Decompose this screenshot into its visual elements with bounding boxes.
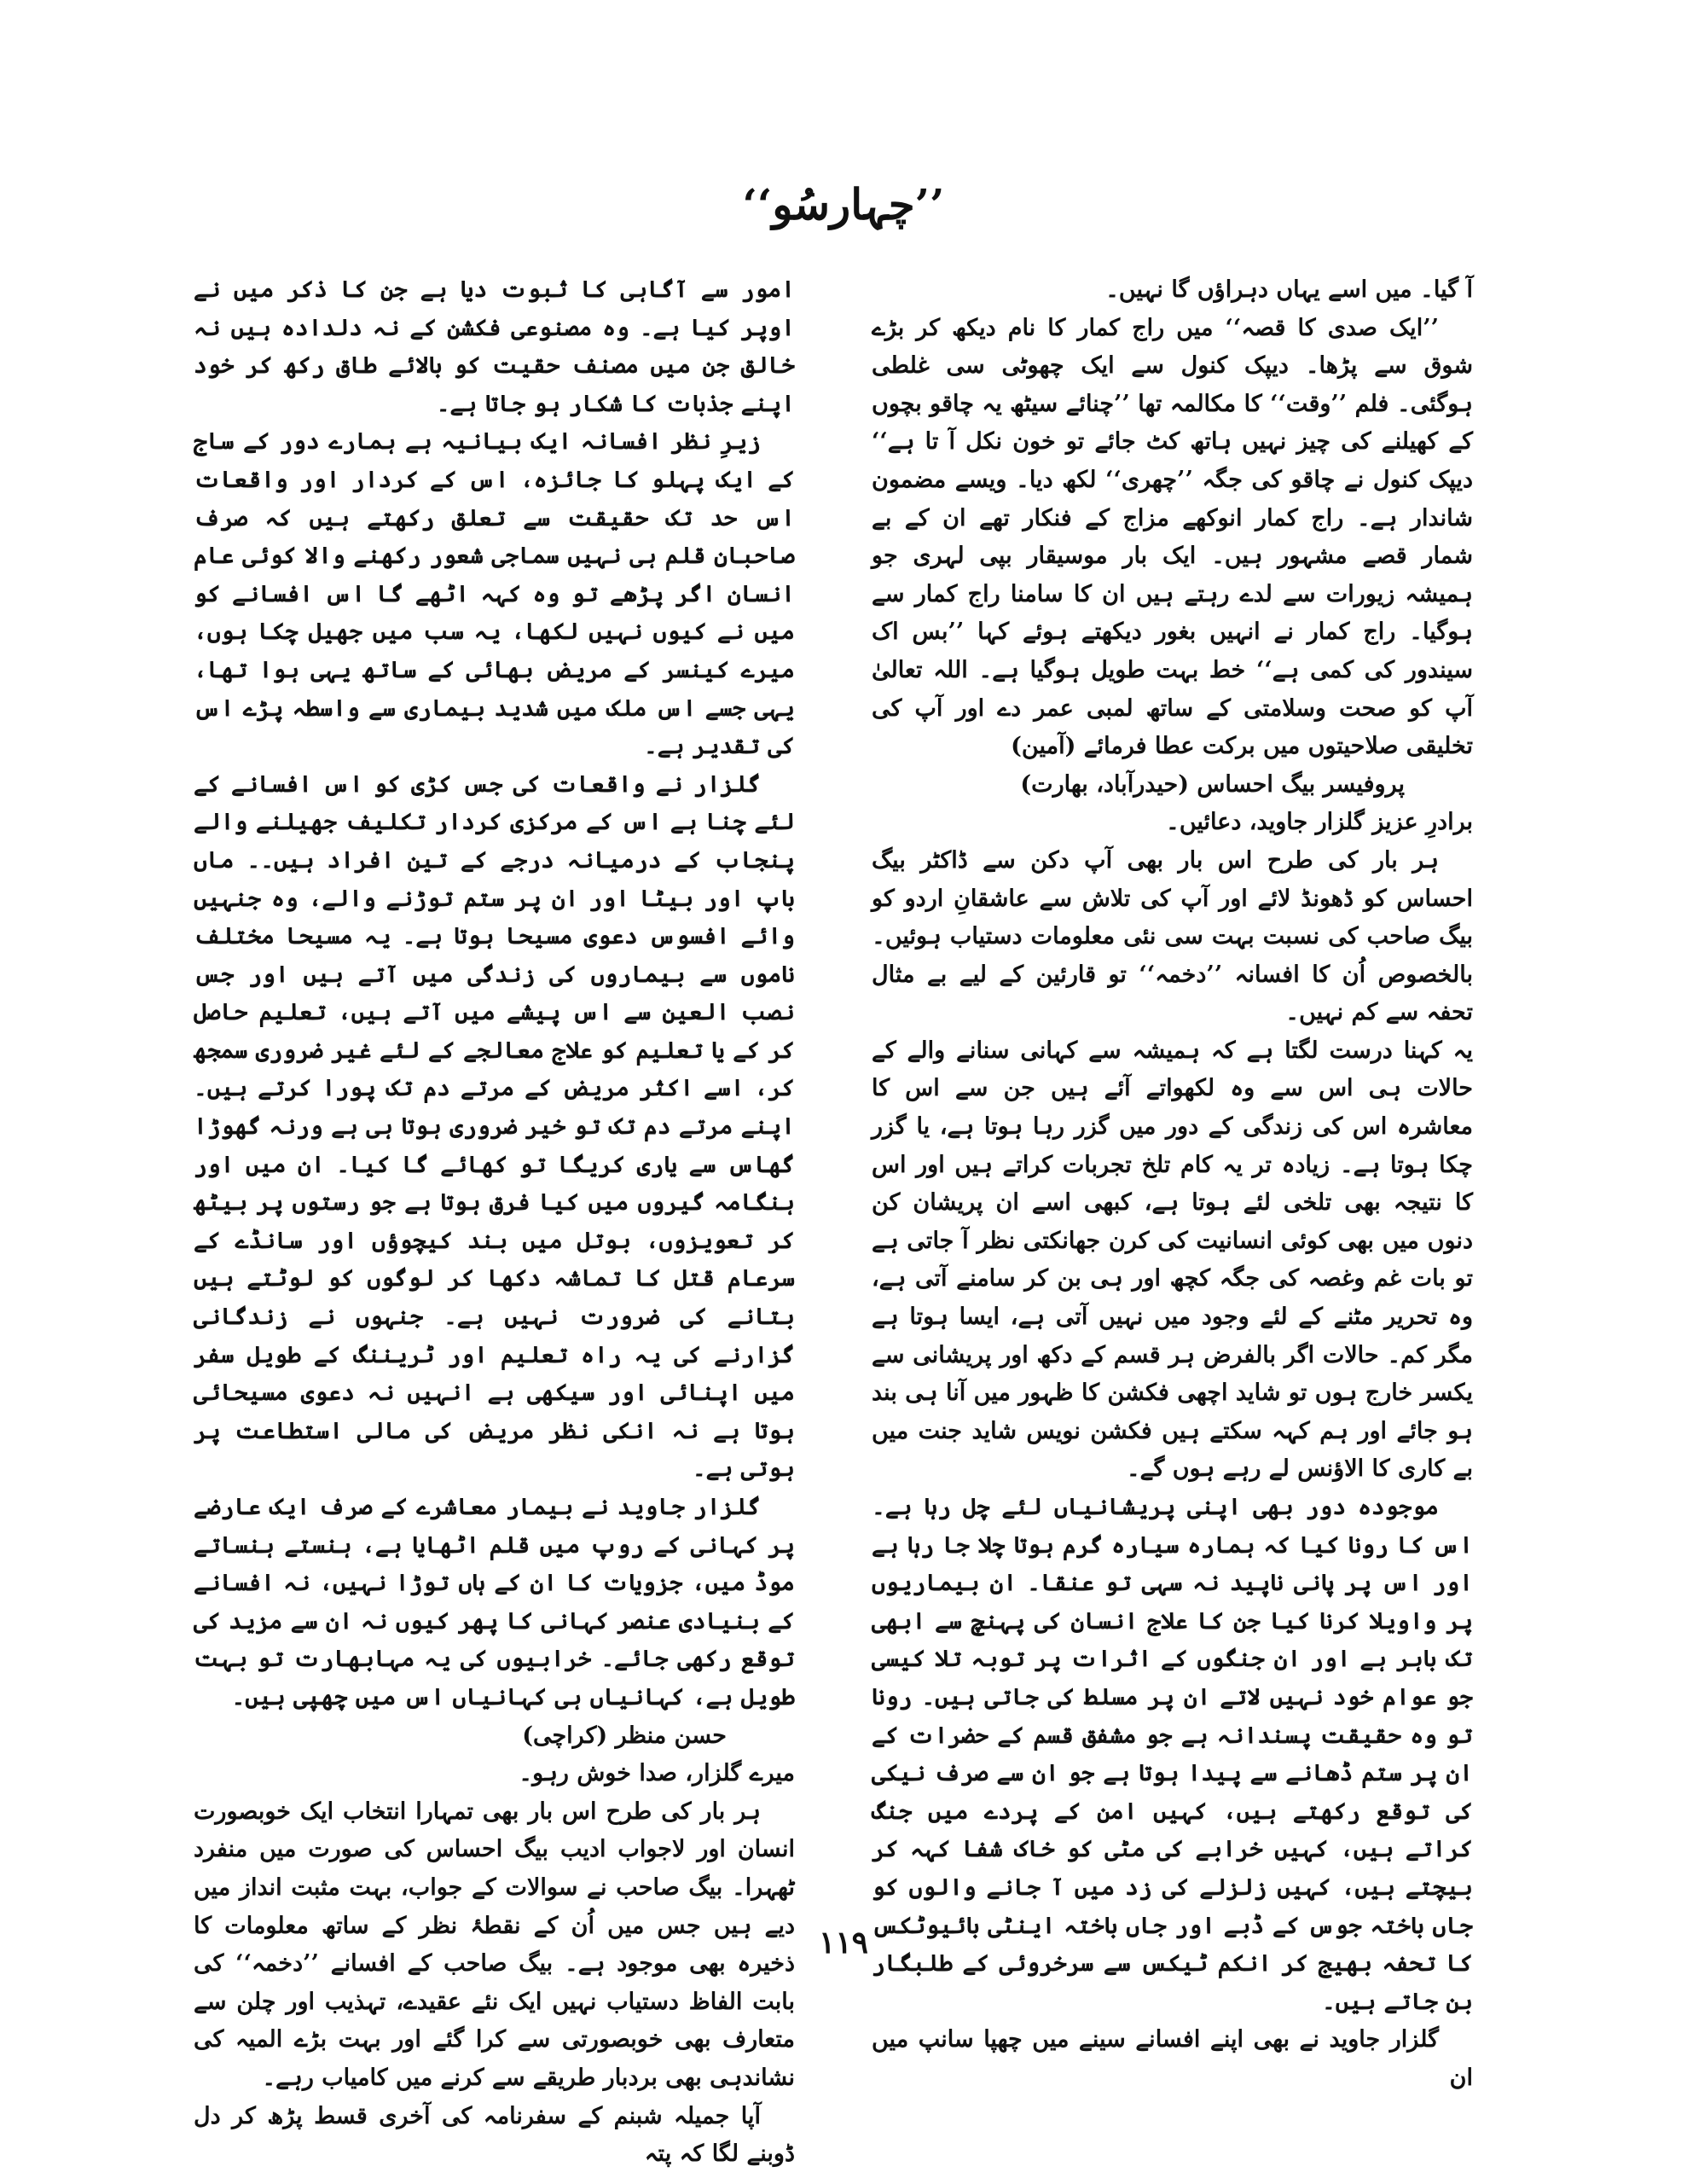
paragraph: موجودہ دور بھی اپنی پریشانیاں لئے چل رہا ہے۔ اس کا رونا کیا کہ ہمارہ سیارہ گرم ہوتا چلا جا رہا ہے اور اس پر پانی ناپید نہ سہی تو عنقا۔ ان بیماریوں پر واویلا کرنا کیا جن کا علاج انسان کی پہنچ سے ابھی تک باہر ہے اور ان جنگوں کے اثرات پر توبہ تلا کیسی جو عوام خود نہیں لاتے ان پر مسلط کی جاتی ہیں۔ رونا تو وہ حقیقت پسندانہ ہے جو مشفق قسم کے حضرات کے ان پر ستم ڈھانے سے پیدا ہوتا ہے جو ان سے صرف نیکی کی توقع رکھتے ہیں، کہیں امن کے پردے میں جنگ کراتے ہیں، کہیں خرابے کی مٹی کو خاک شفا کہہ کر بیچتے ہیں، کہیں زلزلے کی زد میں آ جانے والوں کو جاں باختہ جوس کے ڈبے اور جاں باختہ اینٹی بائیوٹکس کا تحفہ بھیج کر انکم ٹیکس سے سرخروئی کے طلبگار بن جاتے ہیں۔ — [872, 1494, 1473, 2015]
signature-line: پروفیسر بیگ احساس (حیدرآباد، بھارت) — [1020, 770, 1405, 798]
paragraph: آپا جمیلہ شبنم کے سفرنامہ کی آخری قسط پڑھ کر دل ڈوبنے لگا کہ پتہ — [194, 2102, 795, 2168]
paragraph: امور سے آگاہی کا ثبوت دیا ہے جن کا ذکر میں نے اوپر کیا ہے۔ وہ مصنوعی فکشن کے نہ دلدادہ ہیں نہ خالق جن میں مصنف حقیت کو بالائے طاق رکھ کر خود اپنے جذبات کا شکار ہو جاتا ہے۔ — [194, 276, 795, 417]
page-title: ’’چہارسُو‘‘ — [742, 179, 945, 229]
paragraph: برادرِ عزیز گلزار جاوید، دعائیں۔ — [1166, 809, 1473, 836]
paragraph: ہر بار کی طرح اس بار بھی تمہارا انتخاب ایک خوبصورت انسان اور لاجواب ادیب بیگ احساس کی صورت میں منفرد ٹھہرا۔ بیگ صاحب نے سوالات کے جواب، بہت مثبت انداز میں دیے ہیں جس میں اُن کے نقطۂ نظر کے ساتھ معلومات کا ذخیرہ بھی موجود ہے۔ بیگ صاحب کے افسانے ’’دخمہ‘‘ کی بابت الفاظ دستیاب نہیں ایک نئے عقیدے، تہذیب اور چلن سے متعارف بھی خوبصورتی سے کرا گئے اور بہت بڑے المیہ کی نشاندہی بھی بردبار طریقے سے کرنے میں کامیاب رہے۔ — [194, 1798, 796, 2091]
left-text-column — [194, 271, 796, 2168]
signature-line: حسن منظر (کراچی) — [522, 1722, 727, 1749]
paragraph: ’’ایک صدی کا قصہ‘‘ میں راج کمار کا نام دیکھ کر بڑے شوق سے پڑھا۔ دیپک کنول سے ایک چھوٹی سی غلطی ہوگئی۔ فلم ’’وقت‘‘ کا مکالمہ تھا ’’چنائے سیٹھ یہ چاقو بچوں کے کھیلنے کی چیز نہیں ہاتھ کٹ جائے تو خون نکل آ تا ہے‘‘ دیپک کنول نے چاقو کی جگہ ’’چھری‘‘ لکھ دیا۔ ویسے مضمون شاندار ہے۔ راج کمار انوکھے مزاج کے فنکار تھے ان کے بے شمار قصے مشہور ہیں۔ ایک بار موسیقار بپی لہری جو ہمیشہ زیورات سے لدے رہتے ہیں ان کا سامنا راج کمار سے ہوگیا۔ راج کمار نے انہیں بغور دیکھتے ہوئے کہا ’’بس اک سیندور کی کمی ہے‘‘ خط بہت طویل ہوگیا ہے۔ اللہ تعالیٰ آپ کو صحت وسلامتی کے ساتھ لمبی عمر دے اور آپ کی تخلیقی صلاحیتوں میں برکت عطا فرمائے (آمین) — [872, 314, 1473, 760]
page-number: ۱۱۹ — [818, 1925, 868, 1960]
paragraph: گلزار نے واقعات کی جس کڑی کو اس افسانے کے لئے چنا ہے اس کے مرکزی کردار تکلیف جھیلنے والے پنجاب کے درمیانہ درجے کے تین افراد ہیں۔۔ ماں باپ اور بیٹا اور ان پر ستم توڑنے والے، وہ جنہیں وائے افسوس دعوی مسیحا ہوتا ہے۔ یہ مسیحا مختلف ناموں سے بیماروں کی زندگی میں آتے ہیں اور جس نصب العین سے اس پیشے میں آتے ہیں، تعلیم حاصل کر کے یا تعلیم کو علاج معالجے کے لئے غیر ضروری سمجھ کر، اسے اکثر مریض کے مرتے دم تک پورا کرتے ہیں۔ اپنے مرتے دم تک تو خیر ضروری ہوتا ہی ہے ورنہ گھوڑا گھاس سے یاری کریگا تو کھائے گا کیا۔ ان میں اور ہنگامہ گیروں میں کیا فرق ہوتا ہے جو رستوں پر بیٹھ کر تعویزوں، بوتل میں بند کیچوؤں اور سانڈے کے سرعام قتل کا تماشہ دکھا کر لوگوں کو لوٹتے ہیں بتانے کی ضرورت نہیں ہے۔ جنہوں نے زندگانی گزارنے کی یہ راہ تعلیم اور ٹریننگ کے طویل سفر میں اپنائی اور سیکھی ہے انہیں نہ دعوی مسیحائی ہوتا ہے نہ انکی نظر مریض کی مالی استطاعت پر ہوتی ہے۔ — [194, 770, 795, 1483]
paragraph: گلزار جاوید نے بیمار معاشرے کے صرف ایک عارضے پر کہانی کے روپ میں قلم اٹھایا ہے، ہنستے ہنساتے موڈ میں، جزویات کا ان کے ہاں توڑا نہیں، نہ افسانے کے بنیادی عنصر کہانی کا پھر کیوں نہ ان سے مزید کی توقع رکھی جائے۔ خرابیوں کی یہ مہابھارت تو بہت طویل ہے، کہانیاں ہی کہانیاں اس میں چھپی ہیں۔ — [194, 1494, 795, 1711]
paragraph: گلزار جاوید نے بھی اپنے افسانے سینے میں چھپا سانپ میں ان — [872, 2026, 1473, 2091]
paragraph: آ گیا۔ میں اسے یہاں دہراؤں گا نہیں۔ — [1105, 276, 1473, 303]
paragraph: یہ کہنا درست لگتا ہے کہ ہمیشہ سے کہانی سنانے والے کے حالات ہی اس سے وہ لکھواتے آئے ہیں جن سے اس کا معاشرہ اس کی زندگی کے دور میں گزر رہا ہوتا ہے، یا گزر چکا ہوتا ہے۔ زیادہ تر یہ کام تلخ تجربات کراتے ہیں اور اس کا نتیجہ بھی تلخی لئے ہوتا ہے، کبھی اسے ان پریشان کن دنوں میں بھی کوئی انسانیت کی کرن جھانکتی نظر آ جاتی ہے تو بات غم وغصہ کی جگہ کچھ اور ہی بن کر سامنے آتی ہے، وہ تحریر مٹنے کے لئے وجود میں نہیں آتی ہے، ایسا ہوتا ہے مگر کم۔ حالات اگر بالفرض ہر قسم کے دکھ اور پریشانی سے یکسر خارج ہوں تو شاید اچھی فکشن کا ظہور میں آنا ہی بند ہو جائے اور ہم کہہ سکتے ہیں فکشن نویس شاید جنت میں بے کاری کا الاؤنس لے رہے ہوں گے۔ — [872, 1037, 1473, 1483]
paragraph: میرے گلزار، صدا خوش رہو۔ — [519, 1760, 795, 1787]
paragraph: ہر بار کی طرح اس بار بھی آپ دکن سے ڈاکٹر بیگ احساس کو ڈھونڈ لائے اور آپ کی تلاش سے عاشقانِ اردو کو بیگ صاحب کی نسبت بہت سی نئی معلومات دستیاب ہوئیں۔ بالخصوص اُن کا افسانہ ’’دخمہ‘‘ تو قارئین کے لیے بے مثال تحفہ سے کم نہیں۔ — [872, 846, 1473, 1026]
paragraph: زیرِ نظر افسانہ ایک بیانیہ ہے ہمارے دور کے ساج کے ایک پہلو کا جائزہ، اس کے کردار اور واقعات اس حد تک حقیقت سے تعلق رکھتے ہیں کہ صرف صاحبانِ قلم ہی نہیں سماجی شعور رکھنے والا کوئی عام انسان اگر پڑھے تو وہ کہہ اٹھے گا اس افسانے کو میں نے کیوں نہیں لکھا، یہ سب میں جھیل چکا ہوں، میرے کینسر کے مریض بھائی کے ساتھ یہی ہوا تھا، یہی جسے اس ملک میں شدید بیماری سے واسطہ پڑے اس کی تقدیر ہے۔ — [194, 428, 795, 760]
right-text-column — [872, 271, 1473, 2091]
